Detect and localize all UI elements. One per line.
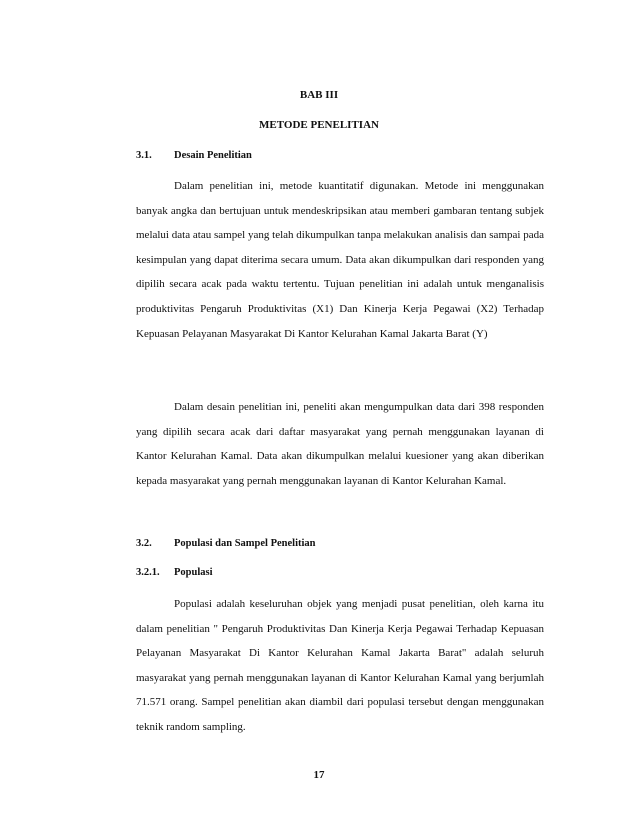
paragraph-populasi: Populasi adalah keseluruhan objek yang menjadi pusat penelitian, oleh karna itu dalam penelitian " Pengaruh Produktivitas Dan Kinerja Kerja Pegawai Terhadap Kepuasan Pelayanan Masyarakat Di Kantor Kelurahan Kamal Jakarta Barat" adalah seluruh masyarakat yang pernah menggunakan layanan di Kantor Kelurahan Kamal yang berjumlah 71.571 orang. Sampel penelitian akan diambil dari populasi tersebut dengan menggunakan teknik random sampling. — [136, 598, 544, 733]
section-heading-3-2-1 — [136, 566, 213, 580]
section-number: 3.2. — [136, 538, 152, 549]
section-title: Desain Penelitian — [174, 150, 252, 161]
paragraph-desain-1: Dalam penelitian ini, metode kuantitatif digunakan. Metode ini menggunakan banyak angka dan bertujuan untuk mendeskripsikan atau memberi gambaran tentang subjek melalui data atau sampel yang telah dikumpulkan tanpa melakukan analisis dan sampai pada kesimpulan yang dapat diterima secara umum. Data akan dikumpulkan dari responden yang dipilih secara acak pada waktu tertentu. Tujuan penelitian ini adalah untuk menganalisis produktivitas Pengaruh Produktivitas (X1) Dan Kinerja Kerja Pegawai (X2) Terhadap Kepuasan Pelayanan Masyarakat Di Kantor Kelurahan Kamal Jakarta Barat (Y) — [136, 180, 544, 340]
paragraph-desain-2: Dalam desain penelitian ini, peneliti akan mengumpulkan data dari 398 responden yang dipilih secara acak dari daftar masyarakat yang pernah menggunakan layanan di Kantor Kelurahan Kamal. Data akan dikumpulkan melalui kuesioner yang akan diberikan kepada masyarakat yang pernah menggunakan layanan di Kantor Kelurahan Kamal. — [136, 401, 544, 487]
chapter-title: METODE PENELITIAN — [259, 119, 379, 131]
section-heading-3-1 — [136, 149, 252, 163]
page-number: 17 — [313, 769, 325, 781]
section-number: 3.2.1. — [136, 567, 160, 578]
section-title: Populasi dan Sampel Penelitian — [174, 538, 316, 549]
section-number: 3.1. — [136, 150, 152, 161]
chapter-label: BAB III — [299, 89, 339, 101]
section-title: Populasi — [174, 567, 213, 578]
section-heading-3-2 — [136, 537, 315, 551]
